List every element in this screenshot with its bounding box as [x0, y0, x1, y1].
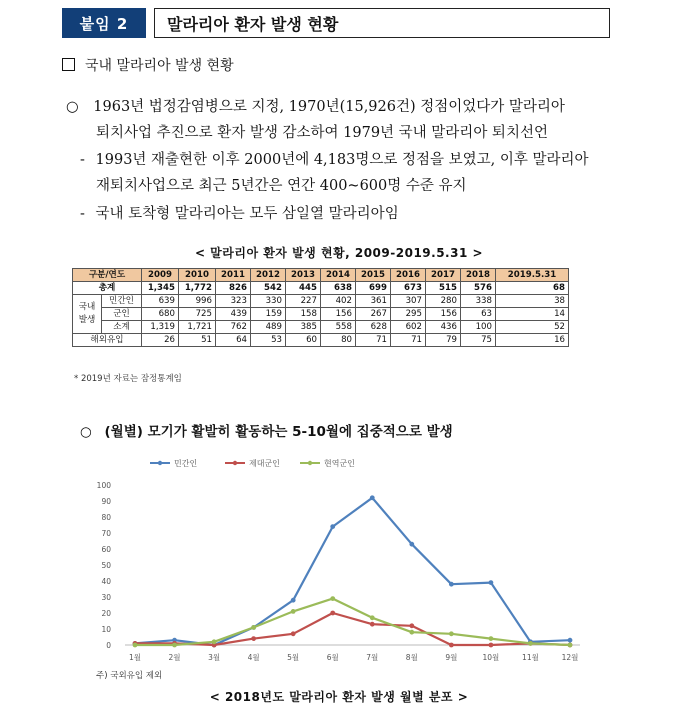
year-header: 2016 [391, 269, 426, 282]
table-row [73, 295, 569, 308]
table-cell: 638 [321, 282, 356, 295]
x-tick-label: 2월 [168, 653, 181, 662]
malaria-stats-table [72, 268, 569, 347]
data-point [251, 625, 256, 630]
legend-label: 민간인 [174, 459, 198, 468]
table-cell: 68 [496, 282, 569, 295]
table-cell: 439 [216, 308, 251, 321]
table-cell: 628 [356, 321, 391, 334]
group-label-line: 발생 [78, 315, 96, 325]
x-tick-label: 11월 [522, 653, 539, 662]
table-cell: 26 [142, 334, 179, 347]
bullet-text: 국내 토착형 말라리아는 모두 삼일열 말라리아임 [95, 206, 399, 222]
data-point [528, 641, 533, 646]
data-point [370, 615, 375, 620]
data-point [568, 643, 573, 648]
table-cell: 338 [461, 295, 496, 308]
table-row [73, 282, 569, 295]
table-cell: 100 [461, 321, 496, 334]
data-point [291, 631, 296, 636]
data-point [330, 596, 335, 601]
table-cell: 576 [461, 282, 496, 295]
table-cell: 1,345 [142, 282, 179, 295]
table-cell: 53 [251, 334, 286, 347]
table-note: * 2019년 자료는 잠정통계임 [74, 374, 182, 384]
table-cell: 826 [216, 282, 251, 295]
table-cell: 639 [142, 295, 179, 308]
table-row [73, 321, 569, 334]
x-tick-label: 1월 [128, 653, 142, 662]
year-header: 2017 [426, 269, 461, 282]
bullet-2-line-2: 재퇴치사업으로 최근 5년간은 연간 400~600명 수준 유지 [96, 178, 467, 194]
y-tick-label: 40 [101, 577, 111, 586]
data-point [330, 611, 335, 616]
chart-caption: < 2018년도 말라리아 환자 발생 월별 분포 > [209, 690, 469, 704]
table-cell: 1,721 [179, 321, 216, 334]
group-label-line: 국내 [78, 302, 96, 312]
y-tick-label: 20 [101, 609, 111, 618]
table-cell: 489 [251, 321, 286, 334]
data-point [489, 636, 494, 641]
data-point [133, 643, 138, 648]
year-header: 2019.5.31 [496, 269, 569, 282]
year-header: 2011 [216, 269, 251, 282]
table-cell: 60 [286, 334, 321, 347]
table-cell: 542 [251, 282, 286, 295]
bullet-1-line-2: 퇴치사업 추진으로 환자 발생 감소하여 1979년 국내 말라리아 퇴치선언 [96, 125, 548, 141]
bullet-1-line-1 [66, 95, 565, 116]
year-header: 2014 [321, 269, 356, 282]
table-cell: 280 [426, 295, 461, 308]
y-tick-label: 0 [106, 641, 111, 650]
table-cell: 680 [142, 308, 179, 321]
x-tick-label: 12월 [561, 653, 579, 662]
table-cell: 515 [426, 282, 461, 295]
section-heading [62, 55, 234, 75]
x-tick-label: 8월 [405, 653, 418, 662]
legend-marker [308, 461, 312, 465]
x-tick-label: 4월 [247, 653, 260, 662]
table-row [73, 334, 569, 347]
table-cell: 14 [496, 308, 569, 321]
data-point [291, 609, 296, 614]
data-point [409, 630, 414, 635]
row-label: 군인 [102, 308, 142, 321]
table-cell: 159 [251, 308, 286, 321]
table-cell: 227 [286, 295, 321, 308]
table-cell: 558 [321, 321, 356, 334]
x-tick-label: 10월 [482, 653, 500, 662]
legend-label: 제대군인 [249, 459, 280, 468]
y-tick-label: 50 [101, 561, 111, 570]
table-cell: 445 [286, 282, 321, 295]
table-cell: 996 [179, 295, 216, 308]
data-point [449, 643, 454, 648]
table-cell: 16 [496, 334, 569, 347]
x-tick-label: 7월 [366, 653, 379, 662]
x-tick-label: 5월 [287, 653, 300, 662]
year-header: 2012 [251, 269, 286, 282]
legend-label: 현역군인 [324, 459, 355, 468]
table-cell: 75 [461, 334, 496, 347]
data-point [212, 639, 217, 644]
bullet-text: 1993년 재출현한 이후 2000년에 4,183명으로 정점을 보였고, 이후 말라리아 [95, 152, 589, 168]
table-cell: 158 [286, 308, 321, 321]
year-header: 2015 [356, 269, 391, 282]
x-tick-label: 3월 [208, 653, 221, 662]
year-header: 2009 [142, 269, 179, 282]
table-cell: 156 [426, 308, 461, 321]
x-tick-label: 6월 [326, 653, 339, 662]
data-point [172, 643, 177, 648]
y-tick-label: 60 [101, 545, 111, 554]
circle-bullet-icon: ○ [66, 99, 79, 115]
year-header: 2018 [461, 269, 496, 282]
table-cell: 385 [286, 321, 321, 334]
page-title: 말라리아 환자 발생 현황 [154, 8, 610, 38]
data-point [409, 623, 414, 628]
legend-marker [233, 461, 237, 465]
row-label: 소계 [102, 321, 142, 334]
table-cell: 323 [216, 295, 251, 308]
data-point [489, 580, 494, 585]
table-cell: 307 [391, 295, 426, 308]
row-label: 총계 [73, 282, 142, 295]
table-cell: 52 [496, 321, 569, 334]
table-caption: < 말라리아 환자 발생 현황, 2009-2019.5.31 > [194, 246, 484, 260]
data-point [370, 495, 375, 500]
data-point [409, 542, 414, 547]
table-cell: 725 [179, 308, 216, 321]
legend-marker [158, 461, 162, 465]
table-cell: 80 [321, 334, 356, 347]
checkbox-square-icon [62, 58, 75, 71]
y-tick-label: 100 [96, 481, 111, 490]
section-title: 국내 말라리아 발생 현황 [85, 58, 234, 74]
y-tick-label: 70 [101, 529, 111, 538]
table-cell: 436 [426, 321, 461, 334]
bullet-2-line-1 [80, 148, 588, 169]
table-cell: 71 [356, 334, 391, 347]
table-cell: 71 [391, 334, 426, 347]
chart-note: 주) 국외유입 제외 [96, 671, 163, 681]
table-cell: 402 [321, 295, 356, 308]
dash-bullet-icon: - [80, 152, 85, 168]
data-point [449, 582, 454, 587]
table-cell: 38 [496, 295, 569, 308]
data-point [370, 622, 375, 627]
data-point [291, 598, 296, 603]
table-cell: 267 [356, 308, 391, 321]
bullet-text: 1963년 법정감염병으로 지정, 1970년(15,926건) 정점이었다가 말라리아 [93, 99, 565, 115]
data-point [489, 643, 494, 648]
dash-bullet-icon: - [80, 206, 85, 222]
data-point [449, 631, 454, 636]
table-corner-header: 구분/연도 [73, 269, 142, 282]
series-line [135, 498, 570, 645]
table-cell: 64 [216, 334, 251, 347]
monthly-line-chart [95, 455, 585, 667]
series-line [135, 599, 570, 645]
table-cell: 295 [391, 308, 426, 321]
group-label-domestic [73, 295, 102, 334]
table-cell: 79 [426, 334, 461, 347]
table-cell: 63 [461, 308, 496, 321]
table-cell: 1,319 [142, 321, 179, 334]
bullet-3-line-1 [80, 202, 399, 223]
row-label: 민간인 [102, 295, 142, 308]
year-header: 2010 [179, 269, 216, 282]
monthly-bullet-text: (월별) 모기가 활발히 활동하는 5-10월에 집중적으로 발생 [104, 424, 453, 440]
table-row [73, 308, 569, 321]
table-cell: 51 [179, 334, 216, 347]
table-cell: 699 [356, 282, 391, 295]
table-header-row [73, 269, 569, 282]
table-cell: 156 [321, 308, 356, 321]
table-cell: 361 [356, 295, 391, 308]
circle-bullet-icon: ○ [80, 424, 92, 440]
y-tick-label: 30 [101, 593, 111, 602]
data-point [251, 636, 256, 641]
year-header: 2013 [286, 269, 321, 282]
x-tick-label: 9월 [445, 653, 458, 662]
table-cell: 330 [251, 295, 286, 308]
monthly-bullet [80, 420, 453, 440]
attachment-badge: 붙임 2 [62, 8, 146, 38]
row-label: 해외유입 [73, 334, 142, 347]
y-tick-label: 90 [101, 497, 111, 506]
y-tick-label: 10 [101, 625, 111, 634]
table-cell: 1,772 [179, 282, 216, 295]
table-cell: 762 [216, 321, 251, 334]
table-cell: 673 [391, 282, 426, 295]
data-point [330, 524, 335, 529]
table-cell: 602 [391, 321, 426, 334]
data-point [568, 638, 573, 643]
y-tick-label: 80 [101, 513, 111, 522]
